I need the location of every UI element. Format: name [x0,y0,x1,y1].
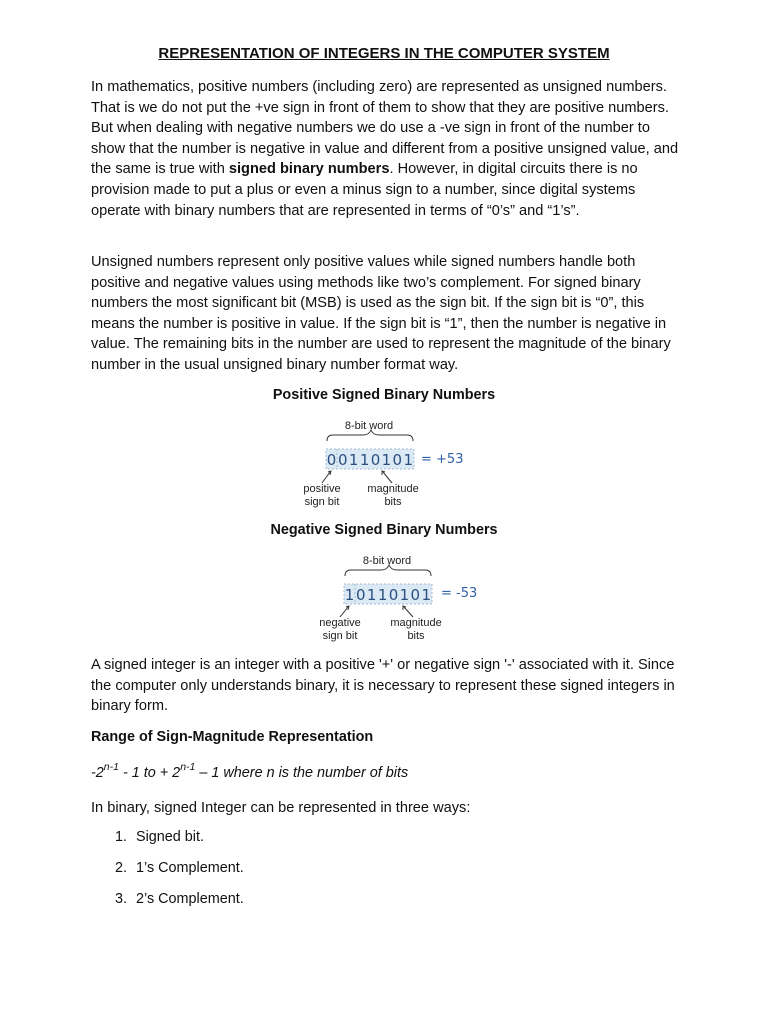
formula-part-2: - 1 to + 2 [118,764,181,781]
list-item [115,829,204,845]
sign-arrow [322,472,330,483]
word-label: 8-bit word [344,420,394,432]
sign-label-1: negative [319,617,361,629]
negative-heading: Negative Signed Binary Numbers [270,522,498,538]
list-item [115,860,244,876]
list-number: 2. [115,860,128,876]
magnitude-bits: 0110101 [356,586,431,604]
word-label: 8-bit word [362,555,412,567]
positive-heading: Positive Signed Binary Numbers [272,387,496,403]
document-title: REPRESENTATION OF INTEGERS IN THE COMPUTER SYSTEM [158,45,610,62]
paragraph-intro [91,77,683,221]
magnitude-arrow [383,472,392,483]
list-text: Signed bit. [136,829,205,845]
magnitude-label-1: magnitude [390,617,442,629]
formula-exponent-2: n-1 [180,761,196,773]
formula-part-1: -2 [91,764,104,781]
formula-part-3: – 1 where n is the number of bits [195,764,409,781]
word-brace [345,565,431,576]
paragraph-signed-explanation: Unsigned numbers represent only positive values while signed numbers handle both positive and negative values using methods like two’s complement. For signed binary numbers the most significant bit (MSB) is used as the sign bit. If the sign bit is “0”, this means the number is positive in value. If the sign bit is “1”, then the number is negative in value. The remaining bits in the number are used to represent the magnitude of the binary number in the usual unsigned binary number format way. [91,254,671,373]
sign-arrow [340,607,348,617]
magnitude-arrow [404,607,413,617]
formula-exponent-1: n-1 [103,761,119,773]
positive-binary-diagram [0,416,768,516]
list-number: 1. [115,829,128,845]
sign-bit: 0 [326,451,337,469]
magnitude-label-2: bits [407,630,425,642]
sign-bit: 1 [344,586,355,604]
sign-label-2: sign bit [322,630,358,642]
range-formula [91,762,408,781]
paragraph-signed-integer: A signed integer is an integer with a positive '+' or negative sign '-' associated with it. Since the computer only understands binary, it is necessary to represent these signed integers in binary form. [91,657,675,715]
list-item [115,891,244,907]
list-text: 2’s Complement. [136,891,244,907]
range-heading: Range of Sign-Magnitude Representation [91,729,374,745]
sign-label-2: sign bit [304,496,340,508]
paragraph-intro-text-2: . However, in digital circuits there is no provision made to put a plus or even a minus sign to a number, since digital systems operate with binary numbers that are represented in terms of “0’s” and “1’s”. [91,161,638,219]
list-number: 3. [115,891,128,907]
magnitude-bits: 0110101 [338,451,413,469]
word-brace [327,430,413,441]
magnitude-label-2: bits [384,496,402,508]
paragraph-intro-text-1: In mathematics, positive numbers (including zero) are represented as unsigned numbers. That is we do not put the +ve sign in front of them to show that they are positive numbers. But when dealing with negative numbers we do use a -ve sign in front of the number to show that the number is negative in value and different from a positive unsigned value, and the same is true with [91,79,679,178]
sign-label-1: positive [303,483,341,495]
list-text: 1’s Complement. [136,860,244,876]
paragraph-intro-bold: signed binary numbers [228,161,390,178]
magnitude-label-1: magnitude [367,483,419,495]
decimal-value: = -53 [441,586,478,601]
negative-binary-diagram [0,550,768,650]
decimal-value: = +53 [421,452,464,467]
paragraph-three-ways: In binary, signed Integer can be represented in three ways: [91,800,471,816]
